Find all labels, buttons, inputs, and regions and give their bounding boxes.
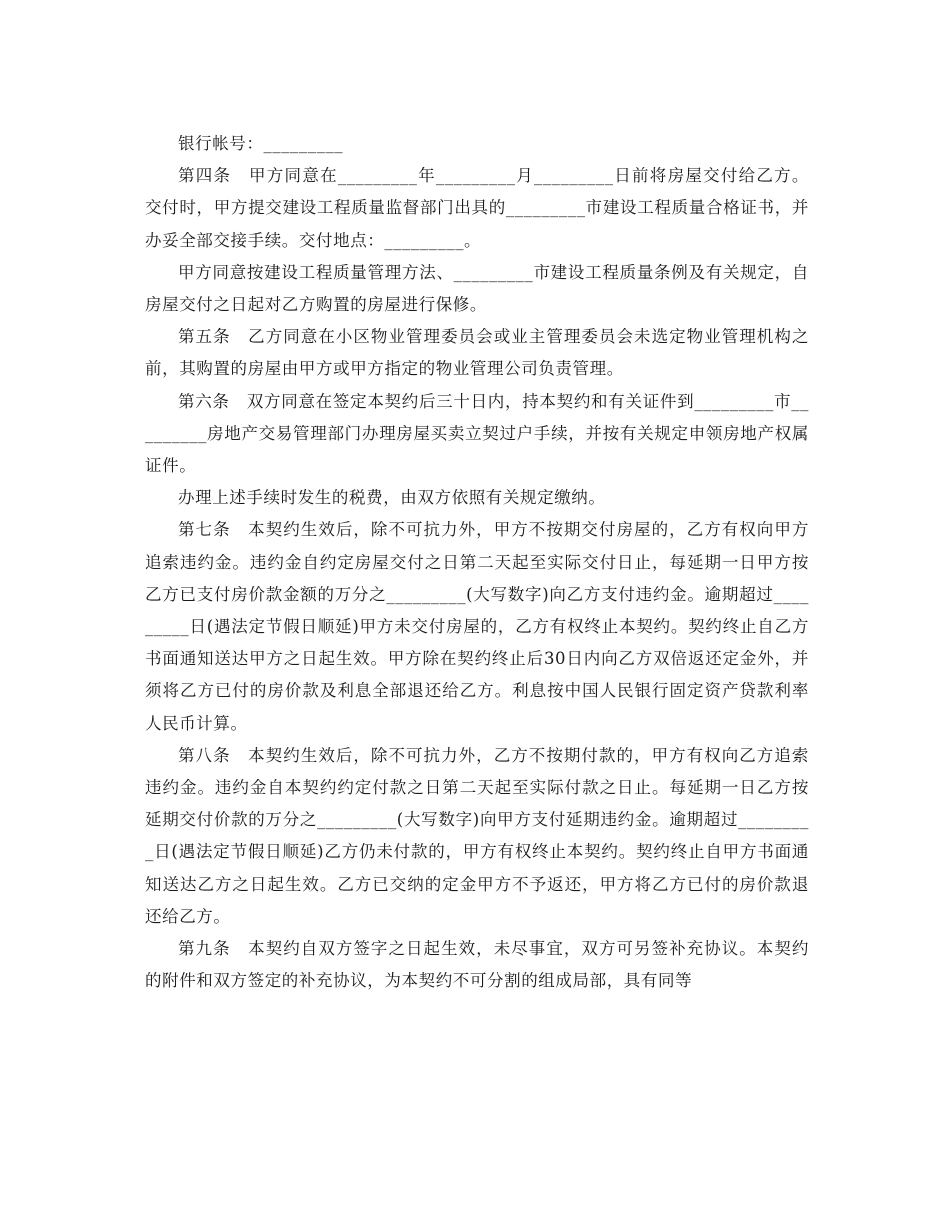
paragraph-article-7: 第七条 本契约生效后，除不可抗力外，甲方不按期交付房屋的，乙方有权向甲方追索违约金。违约金自约定房屋交付之日第二天起至实际交付日止，每延期一日甲方按乙方已支付房价款金额的万分之_________(大写数字)向乙方支付违约金。逾期超过_________日(遇法定节假日顺延)甲方未交付房屋的，乙方有权终止本契约。契约终止自乙方书面通知送达甲方之日起生效。甲方除在契约终止后30日内向乙方双倍返还定金外，并须将乙方已付的房价款及利息全部退还给乙方。利息按中国人民银行固定资产贷款利率人民币计算。 <box>145 520 809 733</box>
paragraph-article-5: 第五条 乙方同意在小区物业管理委员会或业主管理委员会未选定物业管理机构之前，其购置的房屋由甲方或甲方指定的物业管理公司负责管理。 <box>145 327 809 379</box>
paragraph-warranty: 甲方同意按建设工程质量管理方法、_________市建设工程质量条例及有关规定，自房屋交付之日起对乙方购置的房屋进行保修。 <box>145 262 809 315</box>
paragraph-article-6: 第六条 双方同意在签定本契约后三十日内，持本契约和有关证件到_________市_________房地产交易管理部门办理房屋买卖立契过户手续，并按有关规定申领房地产权属证件。 <box>145 391 809 476</box>
paragraph-taxes: 办理上述手续时发生的税费，由双方依照有关规定缴纳。 <box>178 488 606 508</box>
document-body <box>145 128 809 997</box>
paragraph-article-8: 第八条 本契约生效后，除不可抗力外，乙方不按期付款的，甲方有权向乙方追索违约金。违约金自本契约约定付款之日第二天起至实际付款之日止。每延期一日乙方按延期交付价款的万分之_________(大写数字)向甲方支付延期违约金。逾期超过_________日(遇法定节假日顺延)乙方仍未付款的，甲方有权终止本契约。契约终止自甲方书面通知送达乙方之日起生效。乙方已交纳的定金甲方不予返还，甲方将乙方已付的房价款退还给乙方。 <box>145 745 809 926</box>
paragraph-article-9: 第九条 本契约自双方签字之日起生效，未尽事宜，双方可另签补充协议。本契约的附件和双方签定的补充协议，为本契约不可分割的组成局部，具有同等 <box>145 939 809 991</box>
paragraph-bank-account: 银行帐号：_________ <box>178 134 344 153</box>
paragraph-article-4: 第四条 甲方同意在_________年_________月_________日前将房屋交付给乙方。交付时，甲方提交建设工程质量监督部门出具的_________市建设工程质量合格证书，并办妥全部交接手续。交付地点：_________。 <box>145 166 809 250</box>
